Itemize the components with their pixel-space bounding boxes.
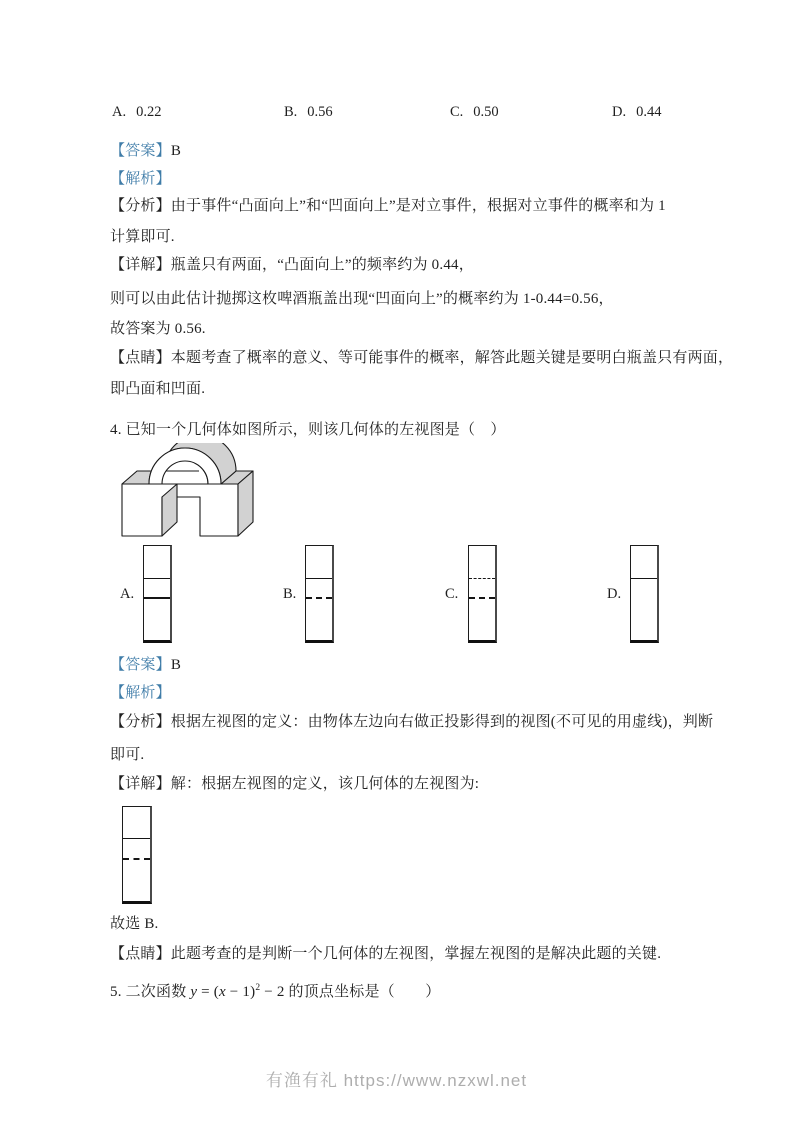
q3-analysis-line: 【分析】由于事件“凸面向上”和“凹面向上”是对立事件，根据对立事件的概率和为 1 — [110, 198, 666, 214]
choice-option-b — [284, 104, 333, 121]
option-value: 0.22 — [136, 104, 162, 120]
option-label: A. — [112, 104, 127, 120]
choice-option-a — [112, 104, 161, 121]
view-division-line-solid — [144, 578, 170, 579]
option-value: 0.50 — [473, 104, 499, 120]
option-label: C. — [450, 104, 464, 120]
q4-analysis-tag: 【解析】 — [110, 685, 171, 701]
q3-detail-line: 则可以由此估计抛掷这枚啤酒瓶盖出现“凹面向上”的概率约为 1-0.44=0.56， — [110, 291, 614, 307]
q3-detail-line: 【详解】瓶盖只有两面，“凸面向上”的频率约为 0.44， — [110, 257, 474, 273]
view-option-d — [630, 545, 659, 643]
math-exponent: 2 — [255, 983, 261, 993]
view-division-line-solid — [306, 578, 332, 579]
q3-remark-line: 【点睛】本题考查了概率的意义、等可能事件的概率，解答此题关键是要明白瓶盖只有两面， — [110, 350, 734, 366]
choice-option-d — [612, 104, 661, 121]
q4-answer-line — [110, 655, 181, 675]
option-label-c: C. — [445, 586, 459, 602]
option-label: B. — [284, 104, 298, 120]
q4-conclusion-line: 故选 B. — [110, 916, 159, 932]
q3-analysis-line: 计算即可. — [110, 229, 175, 245]
option-value: 0.56 — [307, 104, 333, 120]
choice-option-c — [450, 104, 499, 121]
view-division-line-dashed — [469, 578, 495, 579]
option-label: D. — [612, 104, 627, 120]
q4-answer-view-figure — [122, 806, 152, 904]
q5-stem — [110, 978, 440, 1002]
q3-remark-line: 即凸面和凹面. — [110, 381, 206, 397]
q5-stem-suffix: 的顶点坐标是（ ） — [284, 984, 441, 1000]
view-division-line-solid — [123, 838, 150, 839]
option-label-b: B. — [283, 586, 297, 602]
footer-watermark: 有渔有礼 https://www.nzxwl.net — [265, 1071, 528, 1090]
q4-analysis-line: 即可. — [110, 747, 145, 763]
answer-value: B — [170, 143, 182, 159]
view-division-line-dashed — [123, 858, 150, 860]
q4-detail-line: 【详解】解：根据左视图的定义，该几何体的左视图为: — [110, 776, 480, 792]
answer-value: B — [170, 657, 182, 673]
option-label-a: A. — [120, 586, 135, 602]
front-face — [122, 484, 238, 536]
view-option-b — [305, 545, 334, 643]
q3-detail-line: 故答案为 0.56. — [110, 321, 206, 337]
q3-answer-line — [110, 141, 181, 161]
option-label-d: D. — [607, 586, 622, 602]
view-option-a — [143, 545, 172, 643]
answer-tag: 【答案】 — [110, 657, 171, 673]
math-var-x: x — [218, 984, 226, 1000]
q5-formula: $y = (x - 1)^2 - 2$ — [190, 983, 285, 1000]
view-option-c — [468, 545, 497, 643]
q4-analysis-line: 【分析】根据左视图的定义：由物体左边向右做正投影得到的视图(不可见的用虚线)，判断 — [110, 714, 714, 730]
answer-tag: 【答案】 — [110, 143, 171, 159]
math-var-y: y — [190, 984, 198, 1000]
view-division-line-dashed — [306, 597, 332, 599]
view-division-line-solid — [631, 578, 657, 579]
option-value: 0.44 — [636, 104, 662, 120]
view-division-line-dashed — [469, 597, 495, 599]
q3-analysis-tag: 【解析】 — [110, 171, 171, 187]
q5-stem-prefix: 5. 二次函数 — [110, 984, 191, 1000]
q4-remark-line: 【点睛】此题考查的是判断一个几何体的左视图，掌握左视图的是解决此题的关键. — [110, 946, 662, 962]
q4-stem: 4. 已知一个几何体如图所示，则该几何体的左视图是（ ） — [110, 422, 506, 438]
view-division-line-solid — [144, 597, 170, 599]
q4-solid-figure — [103, 443, 268, 548]
